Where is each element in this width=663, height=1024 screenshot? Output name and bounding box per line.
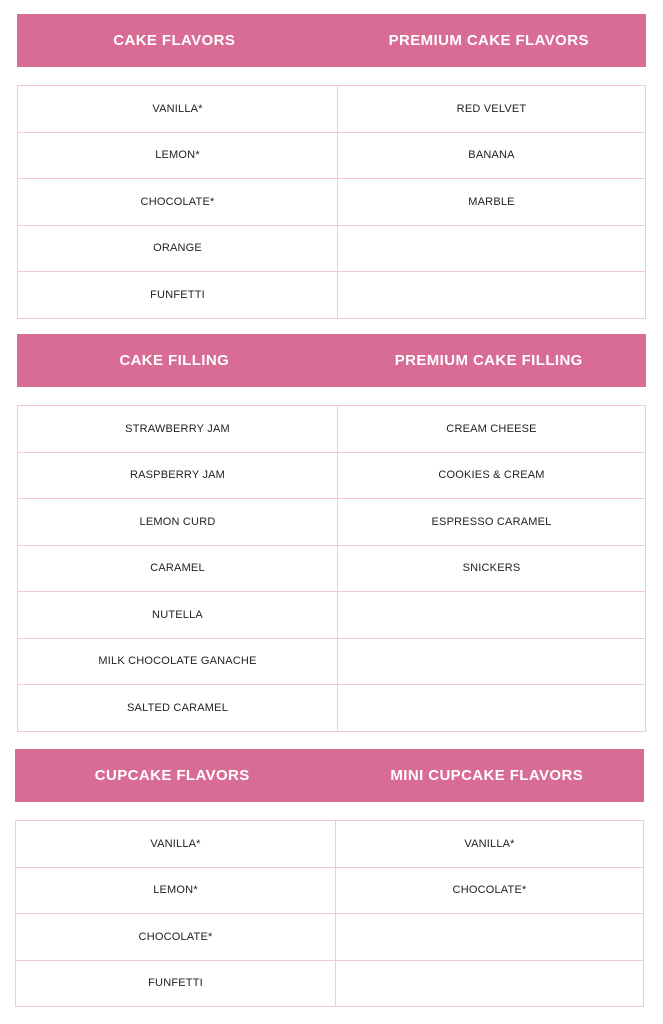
table-cell: FUNFETTI [16,960,336,1007]
table-cell [336,914,644,961]
table-cell: BANANA [338,132,646,179]
table-cell: COOKIES & CREAM [338,452,646,499]
table-cell [338,638,646,685]
table-cell: FUNFETTI [18,272,338,319]
table-cell: CREAM CHEESE [338,406,646,453]
table-row [18,685,646,732]
table-cell [338,272,646,319]
table-cell: CHOCOLATE* [16,914,336,961]
cake-flavors-title: CAKE FLAVORS [113,32,236,49]
table-cell: ORANGE [18,225,338,272]
table-cell: STRAWBERRY JAM [18,406,338,453]
cake-filling-title: CAKE FILLING [119,352,230,369]
table-cell: VANILLA* [336,821,644,868]
cake-flavors-section [17,14,646,320]
table-cell: LEMON* [16,867,336,914]
table-row [16,914,644,961]
table-row [18,592,646,639]
table-row [18,132,646,179]
table-cell: CHOCOLATE* [336,867,644,914]
table-cell: RED VELVET [338,86,646,133]
cupcake-flavors-header [15,749,644,802]
table-cell: VANILLA* [16,821,336,868]
table-row [18,406,646,453]
mini-cupcake-flavors-title: MINI CUPCAKE FLAVORS [390,767,584,784]
table-cell: LEMON* [18,132,338,179]
table-row [18,499,646,546]
table-cell: MILK CHOCOLATE GANACHE [18,638,338,685]
table-cell [338,225,646,272]
cake-filling-section [17,334,646,734]
table-cell [338,685,646,732]
table-cell [338,592,646,639]
table-cell: CARAMEL [18,545,338,592]
premium-cake-filling-title: PREMIUM CAKE FILLING [394,352,583,369]
table-row [18,638,646,685]
table-cell [336,960,644,1007]
cupcake-flavors-section [15,749,644,1009]
table-row [16,867,644,914]
table-cell: NUTELLA [18,592,338,639]
table-cell: RASPBERRY JAM [18,452,338,499]
table-row [18,86,646,133]
table-row [18,545,646,592]
table-row [18,225,646,272]
cake-filling-header [17,334,646,387]
table-cell: ESPRESSO CARAMEL [338,499,646,546]
cake-flavors-header [17,14,646,67]
cupcake-flavors-title: CUPCAKE FLAVORS [94,767,250,784]
table-cell: SNICKERS [338,545,646,592]
table-row [18,452,646,499]
table-cell: SALTED CARAMEL [18,685,338,732]
table-row [16,821,644,868]
table-row [18,272,646,319]
cupcake-flavors-table [15,820,644,1007]
table-cell: MARBLE [338,179,646,226]
table-cell: CHOCOLATE* [18,179,338,226]
cake-filling-table [17,405,646,732]
table-row [18,179,646,226]
premium-cake-flavors-title: PREMIUM CAKE FLAVORS [388,32,589,49]
table-cell: LEMON CURD [18,499,338,546]
table-row [16,960,644,1007]
cake-flavors-table [17,85,646,319]
table-cell: VANILLA* [18,86,338,133]
